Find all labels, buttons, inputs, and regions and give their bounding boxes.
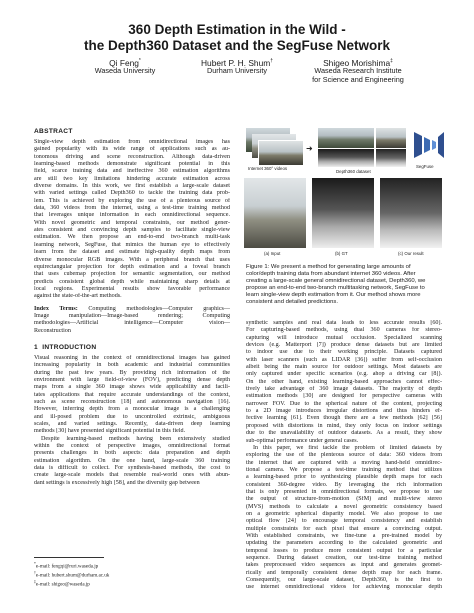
body-line: proposed with distortions in mind, they only focus on indoor settings <box>246 422 442 429</box>
abstract-line: against the state-of-the-art methods. <box>34 293 122 300</box>
introduction-line: Despite learning-based methods having been extensively studied <box>41 435 230 442</box>
dataset-depth <box>376 149 406 167</box>
body-line: with laser scanners (such as LIDAR [36]) suffer from self-occlusion <box>246 356 442 363</box>
body-line: In this paper, we first tackle the problem of limited datasets by <box>253 444 442 451</box>
abstract-line: predicts consistent global depth while maintaining sharp details at <box>34 278 230 285</box>
body-line: multiple constraints for each pixel that ensure a convincing output. <box>246 525 442 532</box>
figure-label-input: (a) Input <box>264 251 281 256</box>
body-line: With established constraints, we fine-tune a pre-trained model by <box>246 532 442 539</box>
index-terms-line: Reconstruction <box>34 327 71 334</box>
body-line: the internet that are captured with a moving hand-held omnidirec- <box>246 459 442 466</box>
predicted-depth <box>380 178 442 248</box>
body-line: fective learning [61]. Even though there are a few methods [62] [56] <box>246 415 442 422</box>
body-line: narrower FOV. Due to the spherical nature of the content, projecting <box>246 400 442 407</box>
introduction-line: presents challenges in both aspects: data preparation and depth <box>34 450 230 457</box>
body-line: sequence. During dataset creation, our test-time training method <box>246 555 442 561</box>
author-mark: ‡ <box>390 58 393 64</box>
body-line: rically and temporally consistent dense depth map for each frame. <box>246 569 442 576</box>
introduction-line: maps from a single 360 image shows wide applicability and facili- <box>34 384 230 391</box>
index-terms-line: Computing methodologies—Computer graphics— <box>88 305 230 312</box>
body-line: albeit being the main source for outdoor settings. Most datasets are <box>246 364 442 371</box>
abstract-line: that uses cubemap projection for semantic segmentation, our method <box>34 271 230 278</box>
body-line: sub-optimal performance under general cases. <box>246 437 359 444</box>
figure-label-dataset: Depth360 dataset <box>336 169 371 174</box>
body-line: estimation methods [30] are designed for perspective cameras with <box>246 393 442 400</box>
body-line: (MVS) methods to calculate a novel geometric consistency based <box>246 503 442 510</box>
index-terms-line: Image manipulation—Image-based rendering; Computing <box>34 312 230 319</box>
introduction-heading: 1 INTRODUCTION <box>34 343 97 351</box>
introduction-line: within the context of perspective images, omnidirectional format <box>34 443 230 450</box>
body-line: optical flow [24] to encourage temporal consistency and establish <box>246 518 442 525</box>
author-affiliation: Waseda Research Institute <box>314 66 402 76</box>
body-line: only captured under specific scenarios (e.g. ahop a driving car [8]). <box>246 371 442 378</box>
body-line: tively take advantage of 360 image datasets. The majority of depth <box>246 386 442 393</box>
author-name: Qi Feng <box>109 57 139 68</box>
abstract-line: with varied settings called Depth360 to tackle the training data prob- <box>34 190 230 197</box>
author-name: Shigeo Morishima <box>323 57 391 68</box>
abstract-line: field, scarce training data and ineffective 360 estimation algorithms <box>34 168 230 175</box>
introduction-line: data is difficult to collect. For synthesis-based methods, the cost to <box>34 465 230 472</box>
author-affiliation: Durham University <box>206 66 267 76</box>
body-line: exploring the use of the plenteous source of data: 360 videos from <box>246 452 442 459</box>
introduction-line: and ill-posed problem due to uncontrolled extrinsic, ambiguous <box>34 413 230 420</box>
caption-line: color/depth training data from abundant internet 360 videos. After <box>246 271 416 278</box>
introduction-body <box>34 355 230 487</box>
abstract-line: gained popularity with its wide range of applications such as au- <box>34 146 230 153</box>
abstract-line: ates consistent and convincing depth samples to facilitate single-view <box>34 227 230 234</box>
footnote: ‡e-mail: shigeo@waseda.jp <box>34 579 90 588</box>
author-affiliation: Waseda University <box>94 66 156 76</box>
video-thumbnail <box>258 140 304 166</box>
index-terms-line: methodologies—Artificial intelligence—Computer vision— <box>34 320 230 327</box>
abstract-line: local regions. Experimental results show favorable performance <box>34 285 230 292</box>
caption-line: propose an end-to-end two-branch multitasking network, SegFuse to <box>246 285 425 292</box>
abstract-line: learn from the dataset and estimate high-quality depth maps from <box>34 249 230 256</box>
abstract-heading: ABSTRACT <box>34 128 73 135</box>
right-column-body <box>246 320 442 592</box>
teaser-figure <box>240 124 448 262</box>
dataset-image <box>318 128 374 148</box>
body-line: temporal losses to produce more consistent output for a particular <box>246 547 442 554</box>
title-line: 360 Depth Estimation in the Wild - <box>128 22 346 37</box>
figure-label-internet: Internet 360° videos <box>248 166 288 171</box>
body-line: updating the parameters according to the calculated geometric and <box>246 540 442 547</box>
body-line: synthetic samples and real data leads to less accurate results [60]. <box>246 320 442 326</box>
footnote-rule <box>34 557 104 558</box>
footnote: †e-mail: hubert.shum@durham.ac.uk <box>34 570 110 579</box>
body-line: tional camera. We propose a test-time training method that utilizes <box>246 466 442 473</box>
author-affiliation: for Science and Engineering <box>312 74 404 84</box>
author-mark: * <box>138 58 141 64</box>
abstract-line: learning-based methods demonstrate significant potential in this <box>34 161 230 168</box>
footnotes <box>34 557 230 588</box>
abstract-line: that leverages unique information in each omnidirectional sequence. <box>34 212 230 219</box>
introduction-line: such as scene reconstruction [18] and autonomous navigation [16]. <box>34 399 230 405</box>
abstract-line: diverse monocular RGB images. With a peripheral branch that uses <box>34 256 230 263</box>
introduction-line: tates applications that require accurate understandings of the context, <box>34 391 230 398</box>
introduction-line: estimation algorithm. On the one hand, large-scale 360 training <box>34 457 230 464</box>
network-icon <box>412 128 446 162</box>
author-block <box>70 57 180 76</box>
body-line: use internet omnidirectional videos for achieving monocular depth <box>246 584 442 591</box>
footnote: *e-mail: fengqi@ruri.waseda.jp <box>34 562 99 570</box>
introduction-line: methods [30] have presented significant potential in this field. <box>34 428 186 435</box>
left-column <box>34 128 230 487</box>
body-line: a learning-based prior to synthesizing plausible depth maps for each <box>246 474 442 481</box>
body-line: due to the unavailability of outdoor datasets. As a result, they show <box>246 430 442 437</box>
dataset-image <box>376 128 406 148</box>
figure-caption <box>246 264 442 307</box>
figure-label-gt: (b) GT <box>335 251 348 256</box>
input-panorama <box>244 178 306 248</box>
gt-depth <box>312 178 374 248</box>
arrow-icon: ➜ <box>306 144 313 153</box>
figure-label-network: SegFuse <box>416 164 434 169</box>
introduction-line: increasing popularity in both academic and industrial communities <box>34 362 230 369</box>
abstract-line: equirectangular projection for depth estimation and a foveal branch <box>34 263 230 270</box>
introduction-line: scales, and varied settings. Recently, data-driven deep learning <box>34 421 230 428</box>
abstract-body <box>34 139 230 301</box>
body-line: the output of structure-from-motion (SfM) and multi-view stereo <box>246 496 442 503</box>
introduction-line: create large-scale models that resemble real-world ones with abun- <box>34 472 230 479</box>
author-block <box>178 57 296 76</box>
body-line: on a geometric spherical disparity model. We also propose to use <box>246 510 442 517</box>
body-line: capturing will introduce mutual occlusion. Specialized scanning <box>246 334 442 341</box>
abstract-line: data, 360 videos from the internet, using a test-time training method <box>34 205 230 212</box>
author-mark: † <box>270 58 273 64</box>
figure-label-ours: (c) Our result <box>398 251 424 256</box>
introduction-line: Visual reasoning in the context of omnidirectional images has gained <box>34 354 230 361</box>
abstract-line: learning network, SegFuse, that mimics the human eye to effectively <box>34 241 230 248</box>
caption-line: consistent and detailed predictions. <box>246 299 339 306</box>
body-line: On the other hand, existing learning-based approaches cannot effec- <box>246 378 442 385</box>
body-line: takes preprocessed video sequences as input and generates geomet- <box>246 562 442 569</box>
abstract-line: are still two key limitations hindering accurate estimation across <box>34 175 230 182</box>
abstract-line: diverse domains. In this work, we first establish a large-scale dataset <box>34 183 230 190</box>
abstract-line: lem. This is achieved by exploring the use of a plenteous source of <box>34 197 230 204</box>
abstract-line: tonomous driving and scene reconstruction. Although data-driven <box>34 153 230 160</box>
introduction-line: However, inferring depth from a monocular image is a challenging <box>34 406 230 413</box>
abstract-line: Single-view depth estimation from omnidirectional images has <box>34 139 230 145</box>
body-line: consistent 360-degree video. By leveraging the rich information <box>246 481 442 488</box>
abstract-line: With novel geometric and temporal constraints, our method gener- <box>34 219 230 226</box>
introduction-line: dant settings is excessively high [58], and the diversity gap between <box>34 479 200 486</box>
body-line: For capturing-based methods, using dual 360 cameras for stereo- <box>246 327 442 334</box>
abstract-line: estimation. We then propose an end-to-end two-branch multi-task <box>34 234 230 241</box>
dataset-depth <box>318 149 374 167</box>
caption-line: learn single-view depth estimation from it. Our method shows more <box>246 292 421 299</box>
index-terms-label: Index Terms: <box>34 305 78 312</box>
author-block <box>296 57 420 85</box>
paper-title <box>0 22 474 54</box>
body-line: to indoor use due to their working principle. Datasets captured <box>246 349 442 356</box>
caption-line: Figure 1: We present a method for generating large amounts of <box>246 264 411 270</box>
introduction-line: environment with large field-of-view (FOV), predicting dense depth <box>34 376 230 383</box>
index-terms <box>34 306 230 335</box>
introduction-line: during the past few years. By providing rich information of the <box>34 369 230 376</box>
body-line: to a 2D image introduces irregular distortions and thus hinders ef- <box>246 408 442 415</box>
body-line: Consequently, our large-scale dataset, Depth360, is the first to <box>246 577 442 584</box>
caption-line: creating a large-scale general omnidirectional dataset, Depth360, we <box>246 278 426 285</box>
body-line: that is only presented in omnidirectional formats, we propose to use <box>246 488 442 495</box>
title-line: the Depth360 Dataset and the SegFuse Network <box>83 38 391 53</box>
author-name: Hubert P. H. Shum <box>201 57 271 68</box>
body-line: devices (e.g. Matterport [7]) produce dense datasets but are limited <box>246 342 442 349</box>
